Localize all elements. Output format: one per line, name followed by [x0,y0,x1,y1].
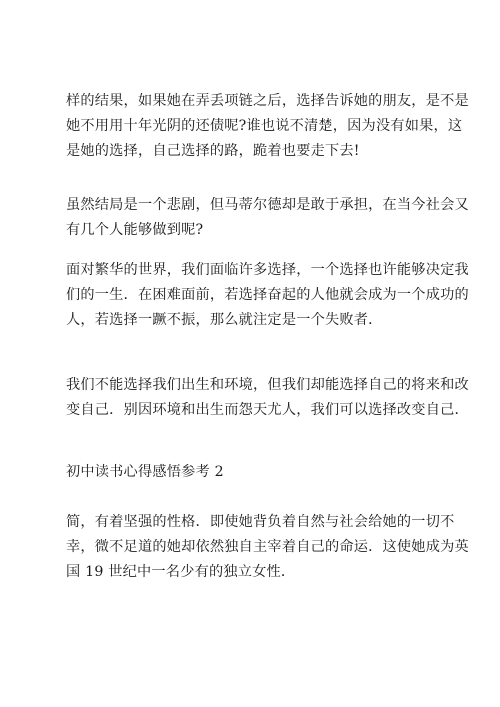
paragraph-line: 国 19 世纪中一名少有的独立女性． [66,564,296,580]
paragraph-line: 变自己．别因环境和出生而怨天尤人，我们可以选择改变自己． [66,402,469,418]
paragraph-jane [66,510,469,585]
paragraph-line: 样的结果，如果她在弄丢项链之后，选择告诉她的朋友，是不是 [66,93,469,109]
paragraph-line: 幸，微不足道的她却依然独自主宰着自己的命运．这使她成为英 [66,539,469,555]
section-heading: 初中读书心得感悟参考 2 [66,464,224,480]
paragraph-tragedy [66,193,469,243]
paragraph-line: 虽然结局是一个悲剧，但马蒂尔德却是敢于承担，在当今社会又 [66,197,469,213]
paragraph-line: 是她的选择，自己选择的路，跪着也要走下去! [66,143,360,159]
paragraph-line: 有几个人能够做到呢? [66,222,204,238]
paragraph-line: 我们不能选择我们出生和环境，但我们却能选择自己的将来和改 [66,377,469,393]
paragraph-line: 简，有着坚强的性格．即使她背负着自然与社会给她的一切不 [66,514,455,530]
paragraph-line: 人，若选择一蹶不振，那么就注定是一个失败者． [66,312,383,328]
paragraph-change-self [66,373,469,423]
paragraph-line: 们的一生．在困难面前，若选择奋起的人他就会成为一个成功的 [66,287,469,303]
paragraph-choice-result [66,89,469,164]
paragraph-line: 她不用用十年光阴的还债呢?谁也说不清楚，因为没有如果，这 [66,118,463,134]
paragraph-world-choices [66,258,469,333]
paragraph-line: 面对繁华的世界，我们面临许多选择，一个选择也许能够决定我 [66,262,469,278]
